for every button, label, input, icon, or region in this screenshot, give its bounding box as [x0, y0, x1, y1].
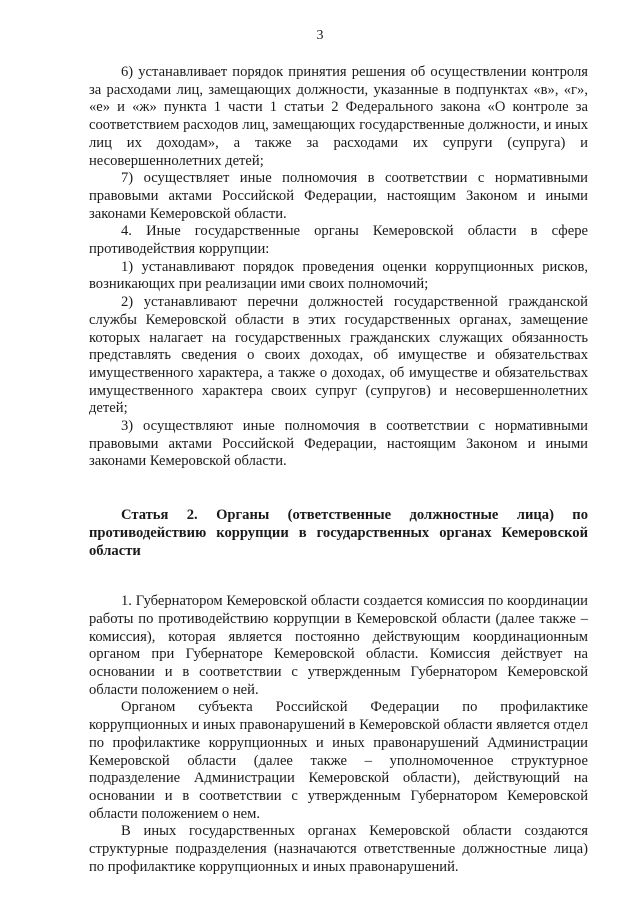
paragraph-item-7: 7) осуществляет иные полномочия в соответствии с нормативными правовыми актами Российской Федерации, настоящим Законом и иными законами Кемеровской области. [89, 170, 588, 222]
paragraph-subitem-1: 1) устанавливают порядок проведения оценки коррупционных рисков, возникающих при реализации ими своих полномочий; [89, 258, 588, 293]
paragraph-part-4: 4. Иные государственные органы Кемеровской области в сфере противодействия коррупции: [89, 223, 588, 258]
section-spacer [89, 560, 588, 593]
paragraph-commission: 1. Губернатором Кемеровской области создается комиссия по координации работы по противодействию коррупции в Кемеровской области (далее также – комиссия), которая является постоянно действующим координационным органом при Губернаторе Кемеровской области. Комиссия действует на основании и в соответствии с утвержденным Губернатором Кемеровской области положением о ней. [89, 593, 588, 698]
paragraph-subitem-2: 2) устанавливают перечни должностей государственной гражданской службы Кемеровской области в этих государственных органах, замещение которых налагает на государственных гражданских служащих обязанность представлять сведения о своих доходах, об имуществе и обязательствах имущественного характера, а также о доходах, об имуществе и обязательствах имущественного характера своих супруг (супругов) и несовершеннолетних детей; [89, 294, 588, 417]
document-body [89, 64, 588, 876]
paragraph-other-bodies: В иных государственных органах Кемеровской области создаются структурные подразделения (назначаются ответственные должностные лица) по профилактике коррупционных и иных правонарушений. [89, 823, 588, 875]
page-number: 3 [316, 28, 324, 43]
paragraph-authority: Органом субъекта Российской Федерации по профилактике коррупционных и иных правонарушений в Кемеровской области является отдел по профилактике коррупционных и иных правонарушений Администрации Кемеровской области (далее также – уполномоченное структурное подразделение Администрации Кемеровской области), действующий на основании и в соответствии с утвержденным Губернатором Кемеровской области положением о нем. [89, 699, 588, 822]
article-heading: Статья 2. Органы (ответственные должностные лица) по противодействию коррупции в государственных органах Кемеровской области [89, 507, 588, 560]
paragraph-item-6: 6) устанавливает порядок принятия решения об осуществлении контроля за расходами лиц, замещающих должности, указанные в подпунктах «в», «г», «е» и «ж» пункта 1 части 1 статьи 2 Федерального закона «О контроле за соответствием расходов лиц, замещающих государственные должности, и иных лиц их доходам», а также за расходами их супруги (супруга) и несовершеннолетних детей; [89, 64, 588, 169]
paragraph-subitem-3: 3) осуществляют иные полномочия в соответствии с нормативными правовыми актами Российской Федерации, настоящим Законом и иными законами Кемеровской области. [89, 418, 588, 470]
